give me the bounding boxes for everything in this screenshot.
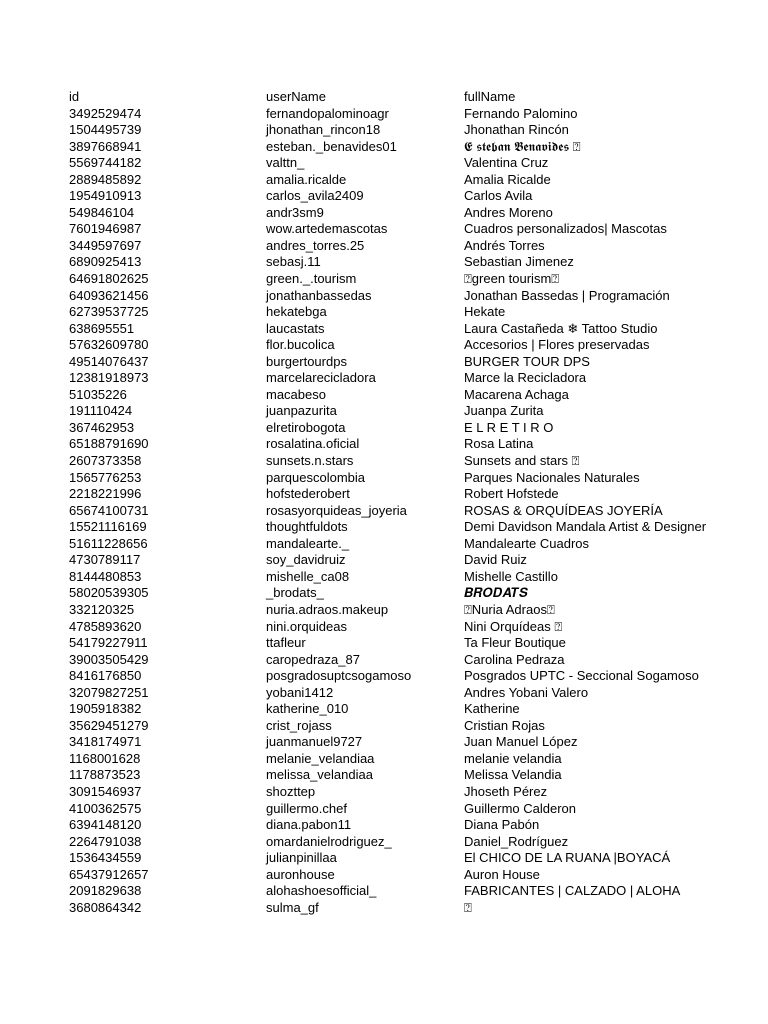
cell-username: esteban._benavides01: [266, 138, 397, 154]
cell-username: macabeso: [266, 386, 326, 402]
cell-id: 64691802625: [69, 271, 149, 287]
cell-username: sunsets.n.stars: [266, 453, 354, 469]
cell-fullname: El CHICO DE LA RUANA |BOYACÁ: [464, 850, 671, 866]
cell-username: auronhouse: [266, 866, 335, 882]
cell-fullname: Andres Yobani Valero: [464, 684, 589, 700]
table-row: [69, 304, 663, 321]
header-username: userName: [266, 89, 326, 104]
table-header-row: [69, 89, 663, 106]
cell-id: 1178873523: [69, 767, 141, 783]
table-row: [69, 767, 663, 784]
cell-id: 5569744182: [69, 155, 142, 171]
cell-id: 2889485892: [69, 171, 142, 187]
table-row: [69, 254, 663, 271]
table-row: [69, 850, 671, 867]
cell-fullname: Ta Fleur Boutique: [464, 635, 566, 651]
cell-id: 2264791038: [69, 833, 142, 849]
cell-fullname: Andres Moreno: [464, 204, 553, 220]
cell-fullname: Nini Orquídeas ⍰: [464, 618, 563, 634]
cell-username: thoughtfuldots: [266, 519, 348, 535]
cell-fullname: Posgrados UPTC - Seccional Sogamoso: [464, 668, 699, 684]
cell-username: jonathanbassedas: [266, 287, 372, 303]
table-row: [69, 668, 699, 685]
table-row: [69, 701, 663, 718]
table-row: [69, 387, 663, 404]
cell-id: 3418174971: [69, 734, 142, 750]
cell-fullname: ⍰: [464, 899, 472, 915]
cell-id: 1504495739: [69, 122, 142, 138]
cell-username: rosasyorquideas_joyeria: [266, 502, 407, 518]
table-row: [69, 817, 663, 834]
table-row: [69, 205, 663, 222]
cell-fullname: Andrés Torres: [464, 237, 545, 253]
table-row: [69, 403, 663, 420]
table-row: [69, 486, 663, 503]
table-row: [69, 221, 667, 238]
cell-fullname: E L R E T I R O: [464, 419, 554, 435]
cell-username: laucastats: [266, 320, 325, 336]
cell-username: wow.artedemascotas: [266, 221, 388, 237]
cell-username: mandalearte._: [266, 535, 350, 551]
header-fullname: fullName: [464, 89, 516, 104]
cell-id: 1905918382: [69, 701, 142, 717]
table-row: [69, 238, 663, 255]
cell-username: ttafleur: [266, 635, 306, 651]
cell-id: 2607373358: [69, 453, 142, 469]
cell-fullname: Demi Davidson Mandala Artist & Designer: [464, 519, 707, 535]
cell-username: crist_rojass: [266, 717, 332, 733]
table-row: [69, 602, 663, 619]
cell-username: diana.pabon11: [266, 817, 352, 833]
cell-username: katherine_010: [266, 701, 349, 717]
cell-id: 1565776253: [69, 469, 142, 485]
cell-username: andres_torres.25: [266, 237, 365, 253]
table-row: [69, 503, 663, 520]
cell-fullname: David Ruiz: [464, 552, 527, 568]
table-row: [69, 370, 663, 387]
cell-id: 8144480853: [69, 568, 142, 584]
cell-username: alohashoesofficial_: [266, 883, 377, 899]
cell-id: 39003505429: [69, 651, 149, 667]
cell-fullname: ⍰green tourism⍰: [464, 271, 560, 287]
cell-id: 332120325: [69, 601, 135, 617]
cell-username: green._.tourism: [266, 271, 357, 287]
cell-fullname: Carolina Pedraza: [464, 651, 565, 667]
cell-username: carlos_avila2409: [266, 188, 364, 204]
table-row: [69, 569, 663, 586]
cell-id: 3091546937: [69, 783, 142, 799]
cell-username: valttn_: [266, 155, 305, 171]
cell-id: 2091829638: [69, 883, 142, 899]
cell-username: sulma_gf: [266, 899, 319, 915]
cell-username: sebasj.11: [266, 254, 321, 270]
cell-id: 62739537725: [69, 304, 149, 320]
cell-fullname: Robert Hofstede: [464, 486, 559, 502]
cell-id: 3897668941: [69, 138, 142, 154]
table-row: [69, 652, 663, 669]
cell-id: 49514076437: [69, 353, 149, 369]
cell-fullname: Sunsets and stars ⍰: [464, 453, 580, 469]
table-row: [69, 619, 663, 636]
cell-username: julianpinillaa: [266, 850, 337, 866]
cell-username: guillermo.chef: [266, 800, 347, 816]
cell-fullname: Jhonathan Rincón: [464, 122, 569, 138]
cell-fullname: 𝕰 𝖘𝖙𝖊𝖇𝖆𝖓 𝕭𝖊𝖓𝖆𝖛𝖎𝖉𝖊𝖘 ⍰: [464, 138, 581, 154]
table-row: [69, 271, 663, 288]
cell-id: 638695551: [69, 320, 135, 336]
cell-fullname: Juan Manuel López: [464, 734, 578, 750]
cell-fullname: Melissa Velandia: [464, 767, 562, 783]
table-row: [69, 172, 663, 189]
table-row: [69, 685, 663, 702]
cell-username: juanmanuel9727: [266, 734, 363, 750]
cell-id: 51611228656: [69, 535, 148, 551]
table-body: [69, 105, 707, 917]
cell-username: jhonathan_rincon18: [266, 122, 381, 138]
cell-id: 549846104: [69, 204, 135, 220]
cell-fullname: Macarena Achaga: [464, 386, 569, 402]
cell-fullname: Jhoseth Pérez: [464, 783, 548, 799]
table-row: [69, 436, 663, 453]
cell-id: 4785893620: [69, 618, 142, 634]
cell-username: nuria.adraos.makeup: [266, 601, 389, 617]
table-row: [69, 900, 663, 917]
table-row: [69, 834, 663, 851]
cell-username: melissa_velandiaa: [266, 767, 373, 783]
table-row: [69, 751, 663, 768]
table-row: [69, 585, 663, 602]
cell-id: 65188791690: [69, 436, 149, 452]
cell-username: caropedraza_87: [266, 651, 360, 667]
cell-fullname: Valentina Cruz: [464, 155, 549, 171]
cell-fullname: Cuadros personalizados| Mascotas: [464, 221, 667, 237]
cell-fullname: ROSAS & ORQUÍDEAS JOYERÍA: [464, 502, 663, 518]
cell-id: 12381918973: [69, 370, 149, 386]
cell-id: 64093621456: [69, 287, 149, 303]
cell-fullname: FABRICANTES | CALZADO | ALOHA: [464, 883, 681, 899]
cell-id: 8416176850: [69, 668, 142, 684]
cell-username: posgradosuptcsogamoso: [266, 668, 412, 684]
cell-id: 65674100731: [69, 502, 149, 518]
cell-id: 3680864342: [69, 899, 142, 915]
cell-fullname: Mandalearte Cuadros: [464, 535, 590, 551]
cell-username: andr3sm9: [266, 204, 324, 220]
table-row: [69, 106, 663, 123]
cell-fullname: Auron House: [464, 866, 540, 882]
table-row: [69, 122, 663, 139]
cell-fullname: Mishelle Castillo: [464, 568, 558, 584]
cell-username: elretirobogota: [266, 419, 346, 435]
table-row: [69, 519, 707, 536]
cell-fullname: Rosa Latina: [464, 436, 534, 452]
cell-username: rosalatina.oficial: [266, 436, 360, 452]
header-id: id: [69, 89, 80, 104]
cell-fullname: ⍰Nuria Adraos⍰: [464, 601, 555, 617]
cell-id: 32079827251: [69, 684, 149, 700]
table-row: [69, 734, 663, 751]
cell-fullname: Guillermo Calderon: [464, 800, 576, 816]
cell-username: flor.bucolica: [266, 337, 335, 353]
cell-username: mishelle_ca08: [266, 568, 350, 584]
cell-fullname: Jonathan Bassedas | Programación: [464, 287, 670, 303]
cell-id: 35629451279: [69, 717, 149, 733]
cell-id: 7601946987: [69, 221, 142, 237]
cell-id: 6394148120: [69, 817, 142, 833]
table-row: [69, 635, 663, 652]
table-row: [69, 536, 663, 553]
cell-fullname: BURGER TOUR DPS: [464, 353, 590, 369]
cell-fullname: Daniel_Rodríguez: [464, 833, 569, 849]
cell-fullname: Laura Castañeda ❄ Tattoo Studio: [464, 320, 658, 336]
cell-fullname: Juanpa Zurita: [464, 403, 544, 419]
cell-fullname: Accesorios | Flores preservadas: [464, 337, 650, 353]
cell-username: hekatebga: [266, 304, 327, 320]
cell-fullname: Diana Pabón: [464, 817, 540, 833]
table-row: [69, 470, 663, 487]
cell-username: burgertourdps: [266, 353, 347, 369]
cell-username: marcelarecicladora: [266, 370, 376, 386]
cell-id: 1168001628: [69, 750, 141, 766]
cell-username: omardanielrodriguez_: [266, 833, 392, 849]
spreadsheet-table: [69, 89, 707, 916]
cell-username: yobani1412: [266, 684, 334, 700]
cell-fullname: Fernando Palomino: [464, 105, 578, 121]
cell-username: parquescolombia: [266, 469, 366, 485]
table-row: [69, 287, 670, 305]
cell-fullname: Carlos Avila: [464, 188, 533, 204]
cell-username: fernandopalominoagr: [266, 105, 389, 121]
cell-username: juanpazurita: [266, 403, 337, 419]
cell-fullname: Katherine: [464, 701, 520, 717]
cell-username: _brodats_: [266, 585, 324, 601]
cell-fullname: Hekate: [464, 304, 506, 320]
cell-fullname: Sebastian Jimenez: [464, 254, 574, 270]
cell-id: 58020539305: [69, 585, 149, 601]
cell-id: 3449597697: [69, 237, 142, 253]
table-row: [69, 801, 663, 818]
table-row: [69, 354, 663, 371]
cell-username: hofstederobert: [266, 486, 350, 502]
cell-fullname: Cristian Rojas: [464, 717, 545, 733]
table-row: [69, 883, 681, 900]
cell-fullname: Amalia Ricalde: [464, 171, 551, 187]
cell-fullname: melanie velandia: [464, 750, 562, 766]
table-row: [69, 188, 663, 205]
cell-id: 6890925413: [69, 254, 142, 270]
cell-id: 51035226: [69, 386, 127, 402]
table-row: [69, 321, 663, 338]
table-row: [69, 784, 663, 801]
cell-username: melanie_velandiaa: [266, 750, 375, 766]
cell-id: 2218221996: [69, 486, 142, 502]
cell-fullname: Marce la Recicladora: [464, 370, 587, 386]
cell-id: 367462953: [69, 419, 135, 435]
cell-username: amalia.ricalde: [266, 171, 347, 187]
cell-id: 1536434559: [69, 850, 142, 866]
cell-username: soy_davidruiz: [266, 552, 346, 568]
cell-id: 4730789117: [69, 552, 141, 568]
cell-id: 15521116169: [69, 519, 147, 535]
table-row: [69, 139, 663, 156]
cell-id: 65437912657: [69, 866, 149, 882]
table-row: [69, 453, 663, 470]
table-row: [69, 718, 663, 735]
cell-fullname: Parques Nacionales Naturales: [464, 469, 640, 485]
cell-id: 3492529474: [69, 105, 142, 121]
table-row: [69, 552, 663, 569]
table-row: [69, 867, 663, 884]
cell-id: 1954910913: [69, 188, 142, 204]
table-row: [69, 420, 663, 437]
cell-id: 57632609780: [69, 337, 149, 353]
cell-id: 4100362575: [69, 800, 142, 816]
cell-id: 191110424: [69, 403, 133, 419]
table-row: [69, 155, 663, 172]
cell-username: shozttep: [266, 783, 316, 799]
cell-id: 54179227911: [69, 635, 148, 651]
cell-username: nini.orquideas: [266, 618, 347, 634]
cell-fullname: 𝑩𝑹𝑶𝑫𝑨𝑻𝑺: [464, 585, 528, 601]
table-row: [69, 337, 663, 354]
